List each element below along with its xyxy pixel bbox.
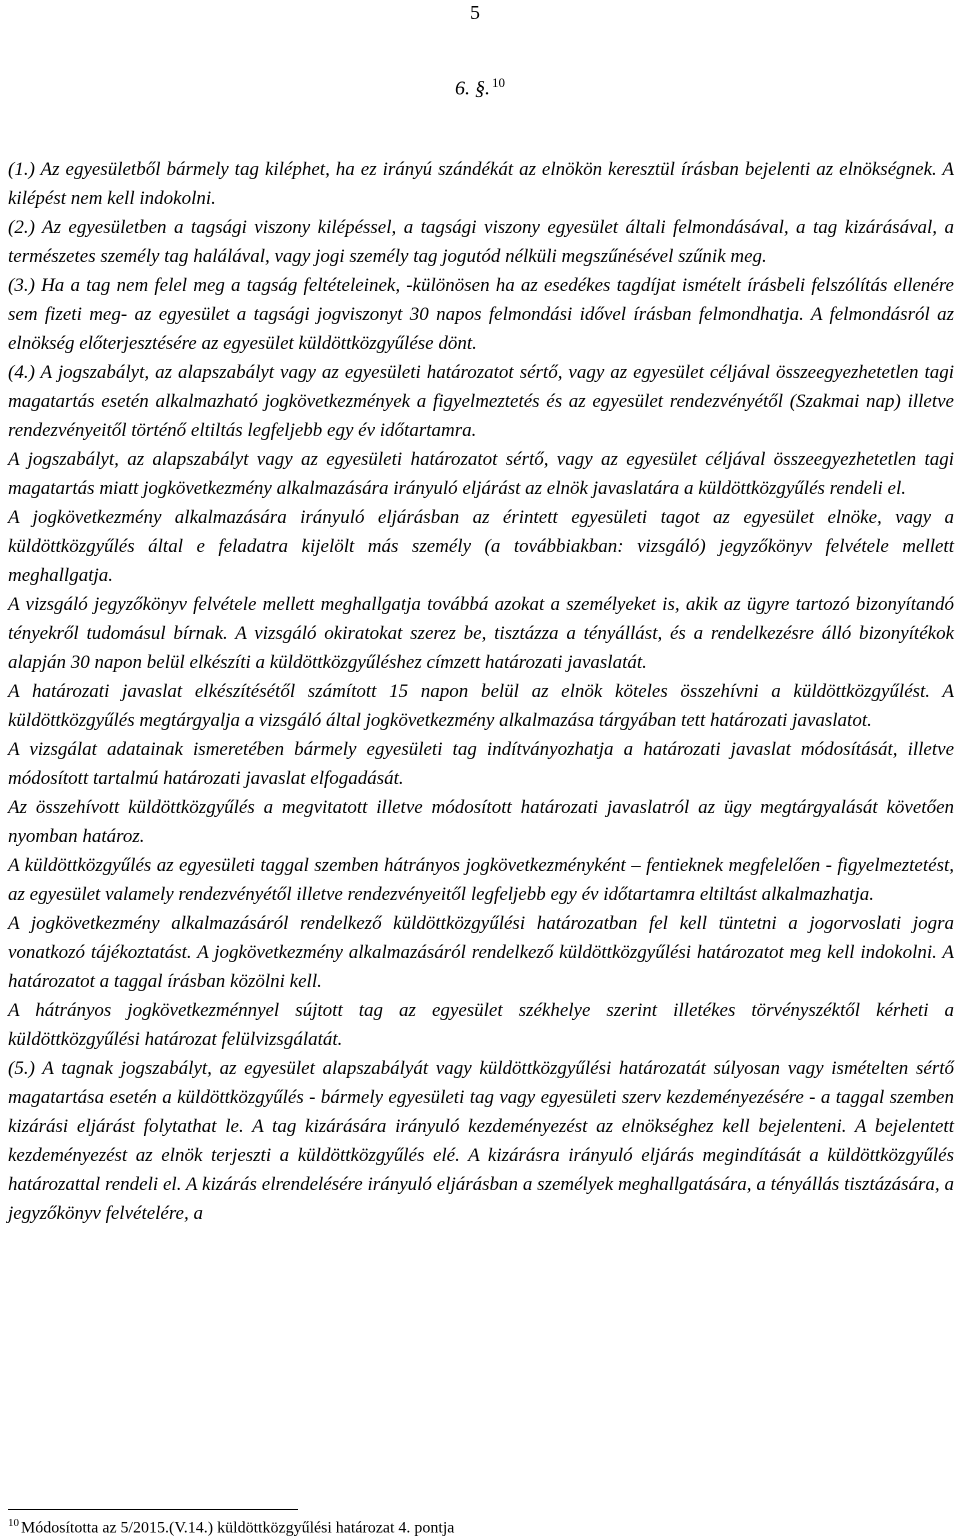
paragraph-convening: A határozati javaslat elkészítésétől számított 15 napon belül az elnök köteles összehívni a küldöttközgyűlést. A küldöttközgyűlés megtárgyalja a vizsgáló által jogkövetkezmény alkalmazása tárgyában tett határozati javaslatot. xyxy=(8,681,954,731)
paragraph-3-notice: (3.) Ha a tag nem felel meg a tagság feltételeinek, -különösen ha az esedékes tagdíjat ismételt írásbeli felszólítás ellenére sem fizeti meg- az egyesület a tagsági jogviszonyt 30 napos felmondási idővel írásban felmondhatja. A felmondásról az elnökség előterjesztésére az egyesület küldöttközgyűlése dönt. xyxy=(8,275,954,354)
paragraph-1-resignation: (1.) Az egyesületből bármely tag kiléphet, ha ez irányú szándékát az elnökön keresztül írásban bejelenti az elnökségnek. A kilépést nem kell indokolni. xyxy=(8,159,954,209)
footnote-reference: 10 xyxy=(492,75,505,90)
footnote-mark: 10 xyxy=(8,1517,19,1529)
page-number: 5 xyxy=(470,2,480,24)
paragraph-investigation: A vizsgáló jegyzőkönyv felvétele mellett meghallgatja továbbá azokat a személyeket is, akik az ügyre tartozó bizonyítandó tényekről tudomásul bírnak. A vizsgáló okiratokat szerez be, tisztázza a tényállást, és a rendelkezésre álló bizonyítékok alapján 30 napon belül elkészíti a küldöttközgyűléshez címzett határozati javaslatát. xyxy=(8,594,954,673)
section-title: 6. §. xyxy=(455,77,490,100)
section-heading xyxy=(455,70,505,102)
paragraph-penalties: A küldöttközgyűlés az egyesületi taggal szemben hátrányos jogkövetkezményként – fentieknek megfelelően - figyelmeztetést, az egyesület valamely rendezvényétől illetve rendezvényeitől legfeljebb egy év időtartamra eltiltást alkalmazhatja. xyxy=(8,855,954,905)
paragraph-court-review: A hátrányos jogkövetkezménnyel sújtott tag az egyesület székhelye szerint illetékes törvényszéktől kérheti a küldöttközgyűlési határozat felülvizsgálatát. xyxy=(8,1000,954,1050)
footnote-text: Módosította az 5/2015.(V.14.) küldöttközgyűlési határozat 4. pontja xyxy=(21,1519,455,1537)
paragraph-5-expulsion: (5.) A tagnak jogszabályt, az egyesület alapszabályát vagy küldöttközgyűlési határozatát súlyosan vagy ismételten sértő magatartása esetén a küldöttközgyűlés - bármely egyesületi tag vagy egyesületi szerv kezdeményezésére - a taggal szemben kizárási eljárást folytathat le. A tag kizárására irányuló kezdeményezést az elnökséghez kell bejelenteni. A bejelentett kezdeményezést az elnök terjeszti a küldöttközgyűlés elé. A kizárásra irányuló eljárás megindítását a küldöttközgyűlés határozattal rendeli el. A kizárás elrendelésére irányuló eljárásban a személyek meghallgatására, a tényállás tisztázására, a jegyzőkönyv felvételére, a xyxy=(8,1058,954,1224)
body-text xyxy=(8,155,954,1228)
paragraph-hearing: A jogkövetkezmény alkalmazására irányuló eljárásban az érintett egyesületi tagot az egyesület elnöke, vagy a küldöttközgyűlés által e feladatra kijelölt más személy (a továbbiakban: vizsgáló) jegyzőkönyv felvétele mellett meghallgatja. xyxy=(8,507,954,586)
paragraph-remedy-info: A jogkövetkezmény alkalmazásáról rendelkező küldöttközgyűlési határozatban fel kell tüntetni a jogorvoslati jogra vonatkozó tájékoztatást. A jogkövetkezmény alkalmazásáról rendelkező küldöttközgyűlési határozatot meg kell indokolni. A határozatot a taggal írásban közölni kell. xyxy=(8,913,954,992)
footnote xyxy=(8,1512,454,1539)
paragraph-2-termination: (2.) Az egyesületben a tagsági viszony kilépéssel, a tagsági viszony egyesület általi felmondásával, a tag kizárásával, a természetes személy tag halálával, vagy jogi személy tag jogutód nélküli megszűnésével szűnik meg. xyxy=(8,217,954,267)
paragraph-decision: Az összehívott küldöttközgyűlés a megvitatott illetve módosított határozati javaslatról az ügy megtárgyalását követően nyomban határoz. xyxy=(8,797,954,847)
paragraph-motion: A vizsgálat adatainak ismeretében bármely egyesületi tag indítványozhatja a határozati javaslat módosítását, illetve módosított tartalmú határozati javaslat elfogadását. xyxy=(8,739,954,789)
paragraph-procedure: A jogszabályt, az alapszabályt vagy az egyesületi határozatot sértő, vagy az egyesület céljával összeegyezhetetlen tagi magatartás miatt jogkövetkezmény alkalmazására irányuló eljárást az elnök javaslatára a küldöttközgyűlés rendeli el. xyxy=(8,449,954,499)
paragraph-4-sanctions: (4.) A jogszabályt, az alapszabályt vagy az egyesületi határozatot sértő, vagy az egyesület céljával összeegyezhetetlen tagi magatartás esetén alkalmazható jogkövetkezmények a figyelmeztetés és az egyesület rendezvényétől (Szakmai nap) illetve rendezvényeitől történő eltiltás legfeljebb egy év időtartamra. xyxy=(8,362,954,441)
footnote-separator xyxy=(8,1509,298,1510)
